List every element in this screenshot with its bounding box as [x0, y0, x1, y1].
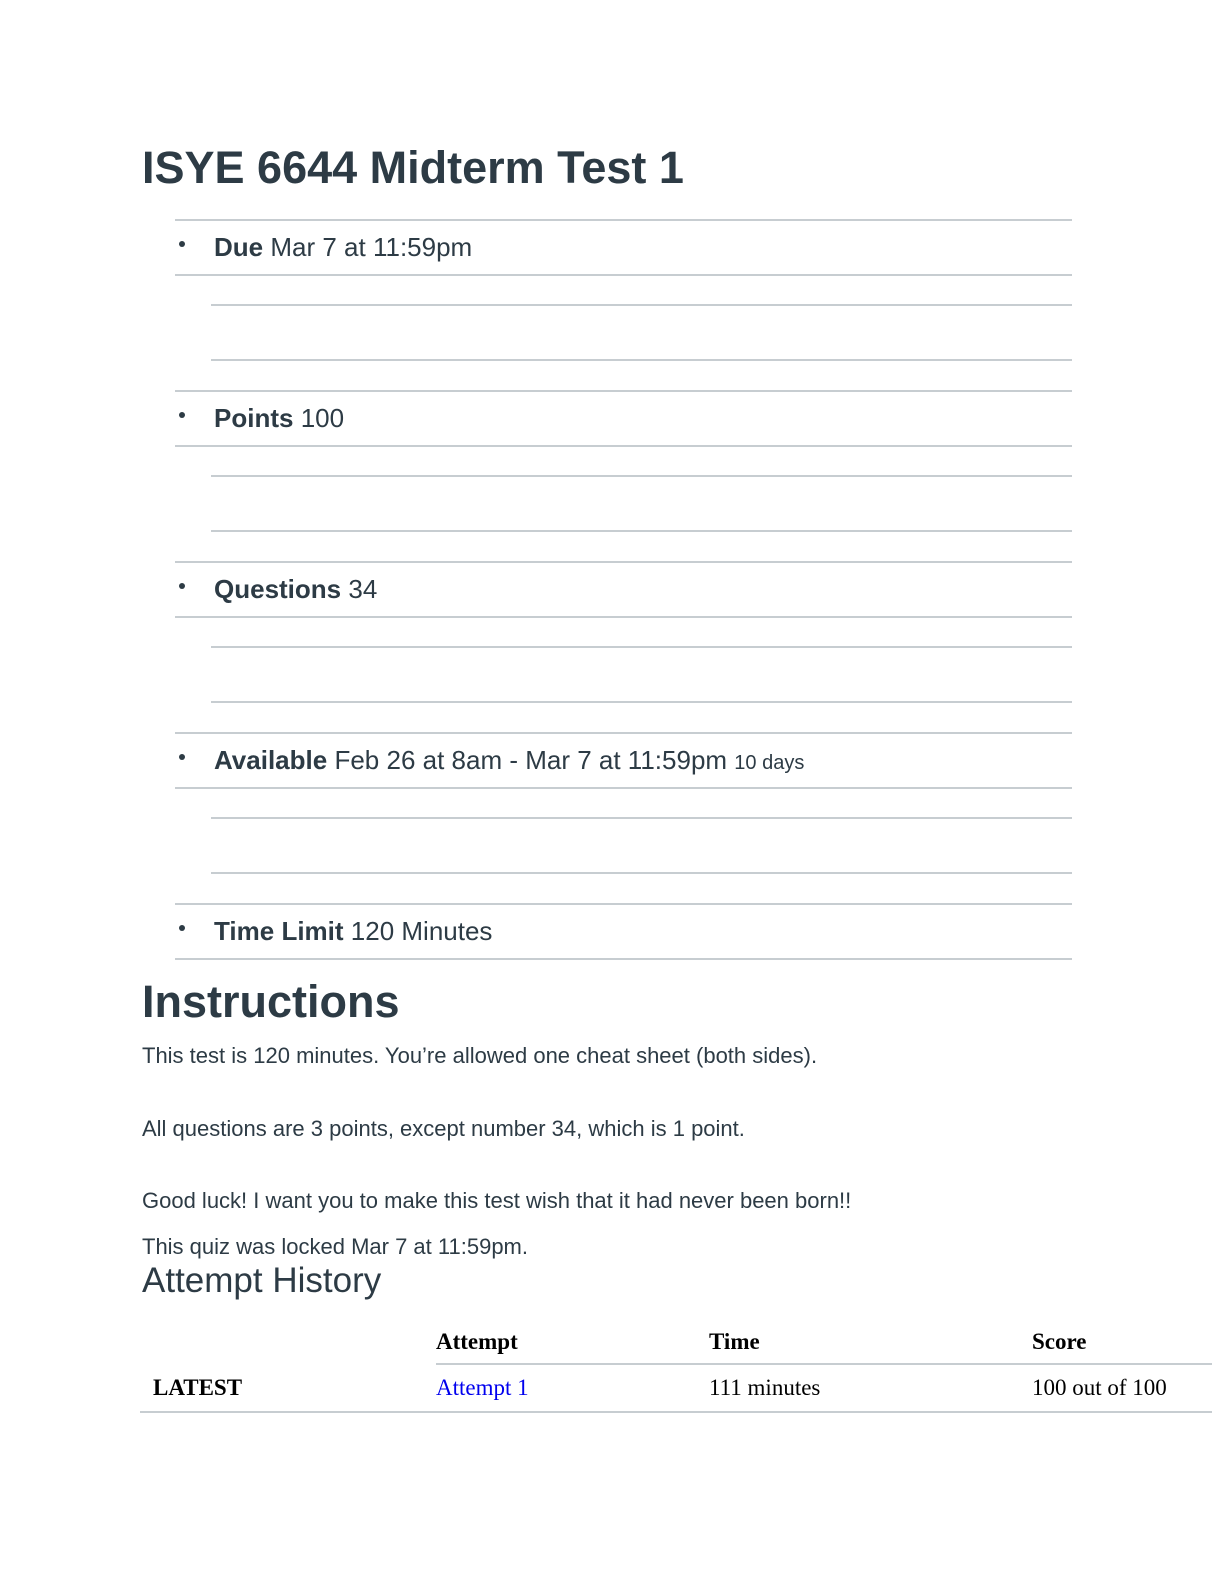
column-header-attempt: Attempt: [436, 1320, 709, 1364]
detail-due: [175, 219, 1072, 276]
detail-label: Due: [214, 232, 264, 262]
detail-time-limit: [175, 903, 1072, 960]
divider: [211, 701, 1072, 703]
attempt-cell: [436, 1364, 709, 1412]
detail-value: 120 Minutes: [350, 916, 493, 946]
instructions-paragraph: This test is 120 minutes. You’re allowed one cheat sheet (both sides).: [142, 1043, 818, 1068]
detail-value: Mar 7 at 11:59pm: [270, 232, 473, 262]
bullet-icon: [179, 412, 185, 418]
locked-notice: This quiz was locked Mar 7 at 11:59pm.: [142, 1234, 528, 1259]
divider: [211, 304, 1072, 306]
detail-time-limit-text: [214, 915, 492, 947]
attempt-score: 100 out of 100: [1032, 1364, 1212, 1412]
detail-spacer: [175, 447, 1072, 561]
instructions-paragraph: Good luck! I want you to make this test wish that it had never been born!!: [142, 1188, 852, 1213]
detail-due-text: [214, 231, 472, 263]
detail-value: 100: [300, 403, 345, 433]
table-row: [140, 1364, 1212, 1412]
column-header-score: Score: [1032, 1320, 1212, 1364]
detail-available: [175, 732, 1072, 789]
instructions-paragraph: All questions are 3 points, except number 34, which is 1 point.: [142, 1116, 745, 1141]
attempt-status-label: LATEST: [140, 1364, 436, 1412]
attempt-history-table: [140, 1320, 1212, 1413]
attempt-time: 111 minutes: [709, 1364, 1032, 1412]
detail-points: [175, 390, 1072, 447]
availability-duration: 10 days: [734, 752, 805, 774]
page-title: ISYE 6644 Midterm Test 1: [142, 142, 684, 193]
attempt-history-heading: Attempt History: [142, 1261, 382, 1300]
detail-value: Feb 26 at 8am - Mar 7 at 11:59pm: [334, 745, 728, 775]
divider: [211, 475, 1072, 477]
detail-value: 34: [348, 574, 378, 604]
bullet-icon: [179, 583, 185, 589]
quiz-details-list: [175, 219, 1072, 960]
table-header-row: [140, 1320, 1212, 1364]
detail-label: Available: [214, 745, 328, 775]
detail-questions: [175, 561, 1072, 618]
divider: [211, 359, 1072, 361]
column-header-time: Time: [709, 1320, 1032, 1364]
instructions-heading: Instructions: [142, 976, 400, 1027]
bullet-icon: [179, 925, 185, 931]
column-header-blank: [140, 1320, 436, 1364]
detail-spacer: [175, 618, 1072, 732]
detail-label: Questions: [214, 574, 342, 604]
detail-points-text: [214, 402, 344, 434]
detail-label: Time Limit: [214, 916, 344, 946]
divider: [211, 872, 1072, 874]
divider: [211, 817, 1072, 819]
divider: [211, 530, 1072, 532]
bullet-icon: [179, 754, 185, 760]
divider: [211, 646, 1072, 648]
detail-spacer: [175, 789, 1072, 903]
detail-questions-text: [214, 573, 377, 605]
detail-available-text: [214, 744, 804, 779]
detail-spacer: [175, 276, 1072, 390]
attempt-link[interactable]: Attempt 1: [436, 1375, 529, 1400]
bullet-icon: [179, 241, 185, 247]
detail-label: Points: [214, 403, 294, 433]
